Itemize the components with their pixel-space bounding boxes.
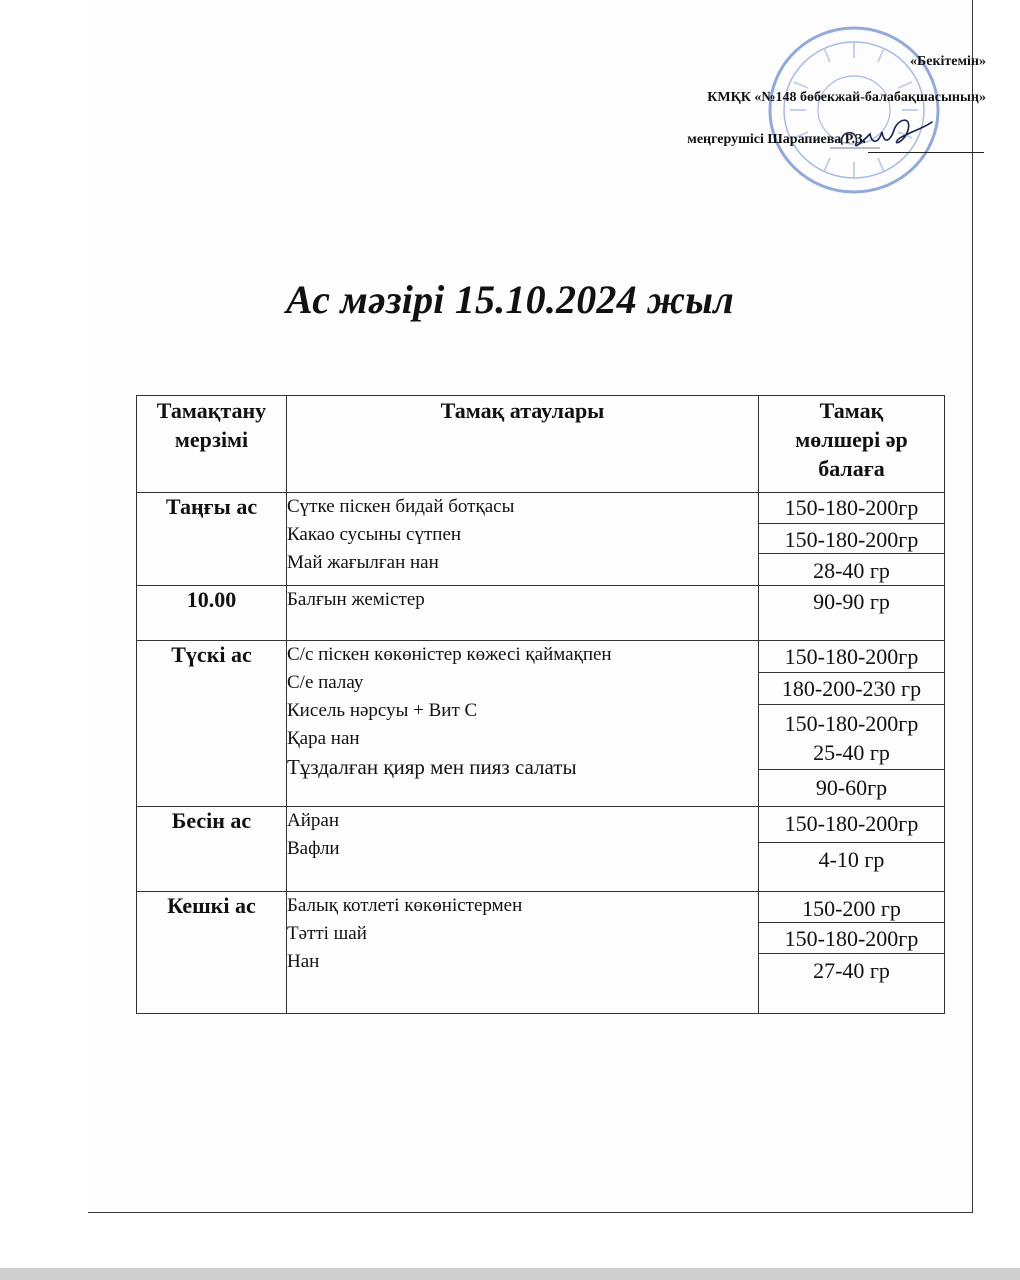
approval-head: меңгерушісі Шарапиева Р.З. [687, 132, 866, 147]
portion-item: 28-40 гр [759, 553, 944, 585]
portion-list [759, 807, 945, 892]
meal-period: Кешкі ас [137, 892, 287, 1014]
dish-item: Вафли [287, 838, 340, 859]
dish-list [287, 892, 759, 1014]
meal-period: Түскі ас [137, 641, 287, 807]
portion-item: 180-200-230 гр [759, 672, 944, 704]
approval-approve: «Бекітемін» [909, 54, 986, 69]
meal-period: Бесін ас [137, 807, 287, 892]
table-row [137, 493, 945, 586]
portion-item: 4-10 гр [759, 842, 944, 891]
dish-item: Қара нан [287, 728, 360, 749]
portion-item: 150-200 гр [802, 896, 901, 921]
page-title: Ас мәзірі 15.10.2024 жыл [286, 277, 734, 322]
portion-item: 150-180-200гр [784, 811, 919, 836]
portion-list [759, 586, 945, 641]
dish-item: Нан [287, 951, 320, 972]
portion-item: 150-180-200гр [759, 704, 944, 738]
portion-list [759, 641, 945, 807]
dish-item: Айран [287, 810, 339, 831]
portion-item: 150-180-200гр [784, 495, 919, 520]
dish-item: С/с піскен көкөністер көжесі қаймақпен [287, 644, 612, 665]
portion-item: 150-180-200гр [759, 523, 944, 553]
table-row [137, 586, 945, 641]
portion-item: 150-180-200гр [784, 644, 919, 669]
header-portions: Тамақ мөлшері әр балаға [759, 396, 945, 493]
table-row [137, 807, 945, 892]
portion-list [759, 892, 945, 1014]
table-row [137, 892, 945, 1014]
dish-item: Какао сусыны сүтпен [287, 524, 462, 545]
handwritten-signature [820, 108, 940, 158]
dish-item: Май жағылған нан [287, 552, 439, 573]
header-dishes: Тамақ атаулары [287, 396, 759, 493]
portion-list [759, 493, 945, 586]
bottom-strip [0, 1268, 1020, 1280]
approval-organization: КМҚК «№148 бөбекжай-балабақшасының» [707, 90, 986, 105]
dish-item: Кисель нәрсуы + Вит С [287, 700, 478, 721]
portion-item: 25-40 гр [813, 740, 890, 765]
dish-item: Балғын жемістер [287, 589, 425, 610]
dish-item: Тәтті шай [287, 923, 367, 944]
menu-table [136, 395, 945, 1014]
meal-period: 10.00 [137, 586, 287, 641]
table-header-row [137, 396, 945, 493]
portion-item: 150-180-200гр [759, 922, 944, 953]
meal-period: Таңғы ас [137, 493, 287, 586]
header-period: Тамақтану мерзімі [137, 396, 287, 493]
dish-list [287, 493, 759, 586]
portion-item: 90-60гр [759, 769, 944, 806]
portion-item: 90-90 гр [813, 589, 890, 614]
dish-item: С/е палау [287, 672, 364, 693]
dish-list [287, 807, 759, 892]
dish-item: Тұздалған қияр мен пияз салаты [287, 755, 577, 779]
dish-list [287, 586, 759, 641]
portion-item: 27-40 гр [759, 953, 944, 988]
dish-list [287, 641, 759, 807]
dish-item: Балық котлеті көкөністермен [287, 895, 523, 916]
table-row [137, 641, 945, 807]
dish-item: Сүтке піскен бидай ботқасы [287, 496, 515, 517]
